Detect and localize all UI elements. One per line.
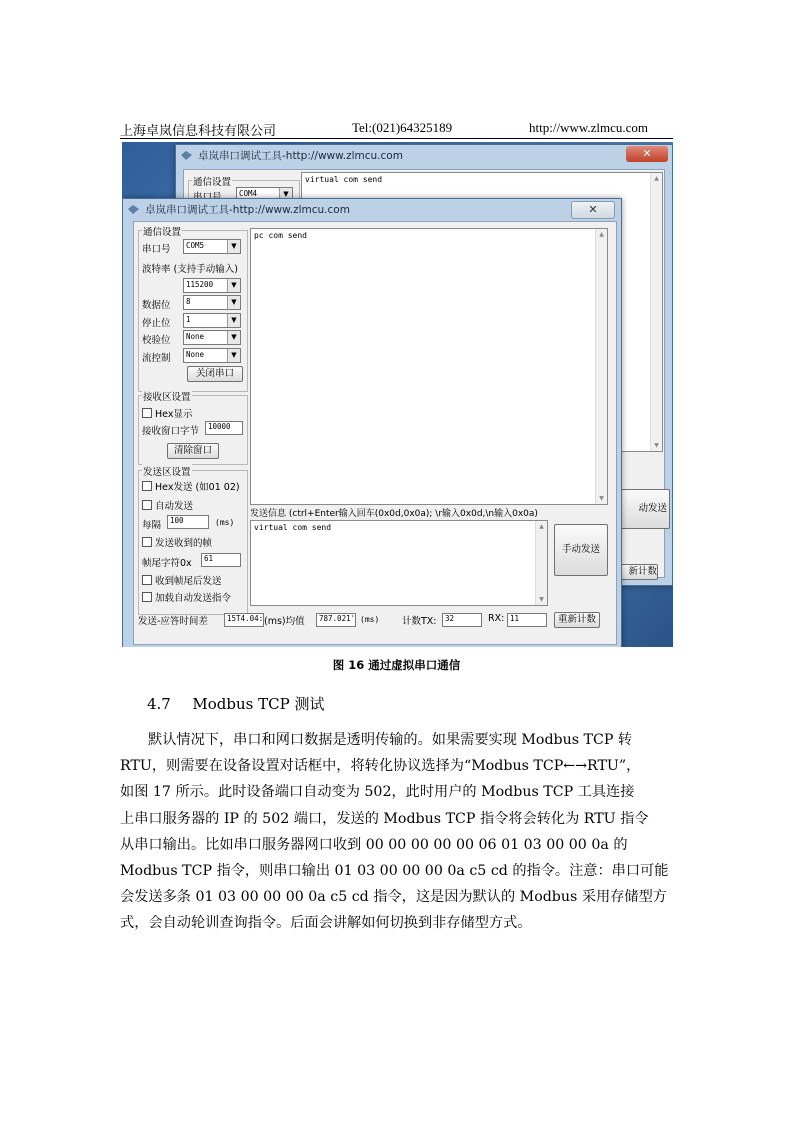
- front-window-title[interactable]: 卓岚串口调试工具-http://www.zlmcu.com: [123, 199, 621, 221]
- send-scrollbar[interactable]: [535, 521, 547, 605]
- send-after-tail-label: 收到帧尾后发送: [155, 576, 222, 587]
- figure-caption: 图 16 通过虚拟串口通信: [332, 658, 461, 672]
- avg-unit: (ms): [360, 615, 380, 624]
- front-window: [122, 198, 622, 647]
- latency-value: 15T4.04:: [224, 613, 264, 627]
- send-info-label: 发送信息 (ctrl+Enter输入回车(0x0d,0x0a); \r输入0x0d,\n输入0x0a): [250, 509, 538, 519]
- front-close-button[interactable]: ✕: [571, 201, 615, 219]
- send-after-tail-checkbox[interactable]: [142, 575, 152, 585]
- parity-label: 校验位: [142, 335, 171, 346]
- avg-value: 787.021': [316, 613, 356, 627]
- paragraph-line: 上串口服务器的 IP 的 502 端口，发送的 Modbus TCP 指令将会转化为 RTU 指令: [120, 810, 649, 827]
- send-on-frame-checkbox[interactable]: [142, 537, 152, 547]
- section-title: Modbus TCP 测试: [192, 695, 325, 713]
- receive-settings-label: 接收区设置: [142, 389, 192, 403]
- rx-label: RX:: [488, 613, 505, 624]
- parity-select[interactable]: None ▼: [183, 330, 241, 345]
- chevron-down-icon: ▼: [227, 240, 240, 253]
- scroll-down-icon: ▼: [539, 596, 544, 603]
- scroll-down-icon: ▼: [599, 495, 604, 502]
- paragraph-line: 会发送多条 01 03 00 00 00 0a c5 cd 指令，这是因为默认的 Modbus 采用存储型方: [120, 889, 667, 906]
- databits-select[interactable]: 8 ▼: [183, 295, 241, 310]
- hex-display-label: Hex显示: [155, 409, 193, 420]
- latency-label: 发送-应答时间差: [138, 616, 208, 627]
- scroll-up-icon: ▲: [599, 231, 604, 238]
- chevron-down-icon: ▼: [227, 331, 240, 344]
- stopbits-select[interactable]: 1 ▼: [183, 313, 241, 328]
- port-select[interactable]: COM5 ▼: [183, 239, 241, 254]
- receive-area[interactable]: [250, 228, 608, 505]
- auto-send-label: 自动发送: [155, 501, 194, 512]
- body-paragraph: [120, 727, 673, 937]
- chevron-down-icon: ▼: [227, 349, 240, 362]
- back-receive-text: virtual com send: [305, 175, 383, 184]
- receive-text: pc com send: [254, 231, 307, 240]
- auto-send-checkbox[interactable]: [142, 500, 152, 510]
- back-manual-send-button[interactable]: 动发送: [614, 489, 670, 529]
- header-tel: Tel:(021)64325189: [352, 120, 453, 135]
- screenshot-figure: [122, 142, 673, 647]
- back-receive-scrollbar[interactable]: ▲ ▼: [650, 173, 662, 451]
- front-window-body: [133, 221, 617, 645]
- receive-scrollbar[interactable]: [595, 229, 607, 504]
- window-bytes-label: 接收窗口字节: [142, 426, 200, 437]
- tx-label: 计数TX:: [402, 616, 437, 627]
- close-port-button[interactable]: 关闭串口: [187, 366, 243, 382]
- tx-value: 32: [442, 613, 482, 627]
- send-on-frame-label: 发送收到的帧: [155, 538, 213, 549]
- comm-settings-label: 通信设置: [142, 224, 182, 238]
- send-settings-group: [138, 467, 248, 615]
- header-company: 上海卓岚信息科技有限公司: [120, 123, 277, 138]
- baud-select[interactable]: 115200 ▼: [183, 278, 241, 293]
- databits-label: 数据位: [142, 300, 171, 311]
- paragraph-line: 如图 17 所示。此时设备端口自动变为 502，此时用户的 Modbus TCP 工具连接: [120, 784, 635, 801]
- load-auto-cmd-checkbox[interactable]: [142, 592, 152, 602]
- frame-tail-input[interactable]: 61: [201, 553, 241, 567]
- header-divider: [120, 138, 673, 139]
- hex-send-checkbox[interactable]: [142, 481, 152, 491]
- frame-tail-label: 帧尾字符0x: [142, 558, 192, 569]
- hex-display-checkbox[interactable]: [142, 408, 152, 418]
- back-reset-count-button[interactable]: 新计数: [614, 564, 658, 580]
- port-label: 串口号: [142, 244, 171, 255]
- interval-input[interactable]: 100: [167, 515, 209, 529]
- paragraph-line: 从串口输出。比如串口服务器网口收到 00 00 00 00 00 06 01 03 00 00 0a 的: [120, 836, 628, 853]
- send-text: virtual com send: [254, 523, 332, 532]
- chevron-down-icon: ▼: [279, 188, 292, 201]
- send-area[interactable]: [250, 520, 548, 606]
- app-icon: [128, 205, 139, 214]
- section-number: 4.7: [147, 695, 171, 713]
- hex-send-label: Hex发送 (如01 02): [155, 482, 240, 493]
- rx-value: 11: [507, 613, 547, 627]
- stopbits-label: 停止位: [142, 318, 171, 329]
- back-window-title[interactable]: 卓岚串口调试工具-http://www.zlmcu.com: [176, 145, 672, 167]
- chevron-down-icon: ▼: [227, 279, 240, 292]
- window-bytes-input[interactable]: 10000: [205, 421, 243, 435]
- paragraph-line: 式，会自动轮训查询指令。后面会讲解如何切换到非存储型方式。: [120, 915, 532, 932]
- header-url: http://www.zlmcu.com: [529, 120, 649, 135]
- flow-label: 流控制: [142, 353, 171, 364]
- baud-label: 波特率 (支持手动输入): [142, 264, 238, 275]
- send-settings-label: 发送区设置: [142, 464, 192, 478]
- app-icon: [181, 151, 192, 160]
- avg-label: (ms)均值: [264, 616, 305, 627]
- clear-window-button[interactable]: 清除窗口: [167, 443, 219, 459]
- paragraph-line: RTU，则需要在设备设置对话框中，将转化协议选择为“Modbus TCP←→RTU”，: [120, 758, 641, 775]
- interval-unit: (ms): [215, 518, 235, 527]
- chevron-down-icon: ▼: [227, 296, 240, 309]
- paragraph-line: 默认情况下，串口和网口数据是透明传输的。如果需要实现 Modbus TCP 转: [148, 732, 633, 748]
- comm-settings-group: [138, 227, 248, 392]
- back-port-select[interactable]: COM4 ▼: [236, 187, 293, 202]
- paragraph-line: Modbus TCP 指令，则串口输出 01 03 00 00 00 0a c5 cd 的指令。注意：串口可能: [120, 862, 669, 879]
- manual-send-button[interactable]: 手动发送: [554, 524, 608, 576]
- section-heading: [147, 693, 325, 714]
- flow-select[interactable]: None ▼: [183, 348, 241, 363]
- load-auto-cmd-label: 加载自动发送指令: [155, 593, 232, 604]
- back-close-button[interactable]: ✕: [626, 146, 668, 162]
- chevron-down-icon: ▼: [227, 314, 240, 327]
- interval-label: 每隔: [142, 520, 162, 531]
- receive-settings-group: [138, 392, 248, 465]
- reset-count-button[interactable]: 重新计数: [554, 612, 600, 628]
- scroll-up-icon: ▲: [539, 523, 544, 530]
- back-comm-group-label: 通信设置: [192, 174, 232, 188]
